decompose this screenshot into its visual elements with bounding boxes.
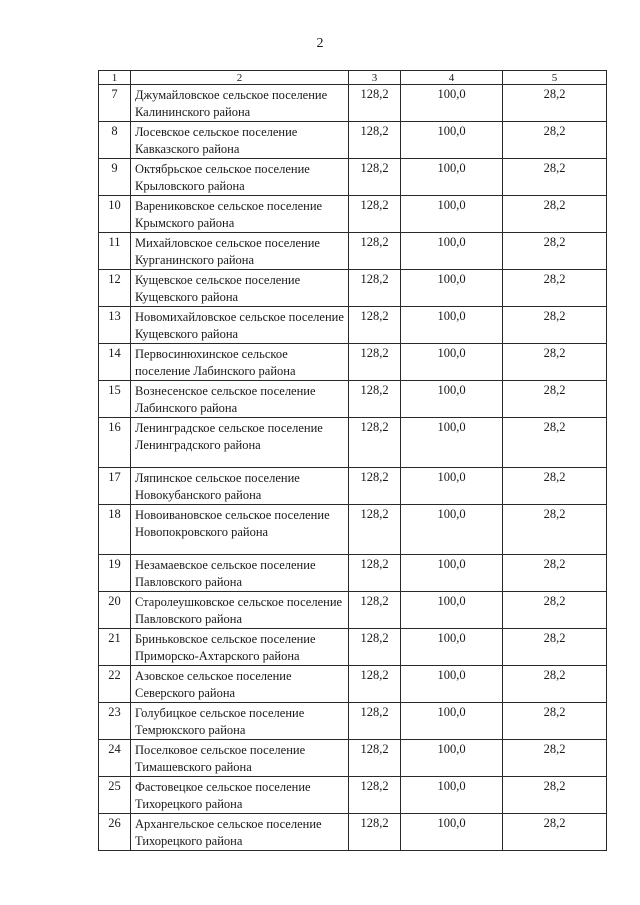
column-5-value-cell: 28,2 xyxy=(503,85,607,122)
settlement-name-cell: Азовское сельское поселение Северского района xyxy=(131,666,349,703)
column-5-value-cell: 28,2 xyxy=(503,592,607,629)
row-number-cell: 25 xyxy=(99,777,131,814)
row-number-cell: 15 xyxy=(99,381,131,418)
column-4-value-cell: 100,0 xyxy=(401,666,503,703)
column-3-value-cell: 128,2 xyxy=(349,505,401,555)
row-number-cell: 20 xyxy=(99,592,131,629)
column-4-value-cell: 100,0 xyxy=(401,555,503,592)
column-5-value-cell: 28,2 xyxy=(503,777,607,814)
row-number-cell: 7 xyxy=(99,85,131,122)
table-row xyxy=(99,233,607,270)
column-5-value-cell: 28,2 xyxy=(503,703,607,740)
settlement-name-cell: Архангельское сельское поселение Тихорецкого района xyxy=(131,814,349,851)
row-number-cell: 21 xyxy=(99,629,131,666)
settlement-name-cell: Октябрьское сельское поселение Крыловского района xyxy=(131,159,349,196)
settlement-name-cell: Старолеушковское сельское поселение Павловского района xyxy=(131,592,349,629)
column-3-value-cell: 128,2 xyxy=(349,270,401,307)
settlement-name-cell: Михайловское сельское поселение Курганинского района xyxy=(131,233,349,270)
column-4-value-cell: 100,0 xyxy=(401,505,503,555)
column-3-value-cell: 128,2 xyxy=(349,468,401,505)
settlement-name-cell: Голубицкое сельское поселение Темрюкского района xyxy=(131,703,349,740)
column-4-value-cell: 100,0 xyxy=(401,307,503,344)
settlement-name-cell: Незамаевское сельское поселение Павловского района xyxy=(131,555,349,592)
row-number-cell: 10 xyxy=(99,196,131,233)
column-5-value-cell: 28,2 xyxy=(503,814,607,851)
settlement-name-cell: Фастовецкое сельское поселение Тихорецкого района xyxy=(131,777,349,814)
column-3-value-cell: 128,2 xyxy=(349,344,401,381)
row-number-cell: 12 xyxy=(99,270,131,307)
table-row xyxy=(99,344,607,381)
column-4-value-cell: 100,0 xyxy=(401,740,503,777)
row-number-cell: 24 xyxy=(99,740,131,777)
table-row xyxy=(99,85,607,122)
table-row xyxy=(99,196,607,233)
column-4-value-cell: 100,0 xyxy=(401,629,503,666)
table-row xyxy=(99,307,607,344)
column-5-value-cell: 28,2 xyxy=(503,344,607,381)
column-5-value-cell: 28,2 xyxy=(503,468,607,505)
column-4-value-cell: 100,0 xyxy=(401,159,503,196)
column-3-value-cell: 128,2 xyxy=(349,592,401,629)
table-row xyxy=(99,122,607,159)
row-number-cell: 23 xyxy=(99,703,131,740)
column-4-value-cell: 100,0 xyxy=(401,270,503,307)
column-5-value-cell: 28,2 xyxy=(503,740,607,777)
table-row xyxy=(99,777,607,814)
column-5-value-cell: 28,2 xyxy=(503,122,607,159)
table-row xyxy=(99,555,607,592)
table-row xyxy=(99,381,607,418)
page-number: 2 xyxy=(316,36,324,51)
column-5-value-cell: 28,2 xyxy=(503,196,607,233)
column-5-value-cell: 28,2 xyxy=(503,666,607,703)
column-3-value-cell: 128,2 xyxy=(349,381,401,418)
column-4-value-cell: 100,0 xyxy=(401,468,503,505)
column-4-value-cell: 100,0 xyxy=(401,85,503,122)
table-row xyxy=(99,270,607,307)
table-body xyxy=(99,71,607,851)
row-number-cell: 14 xyxy=(99,344,131,381)
column-4-value-cell: 100,0 xyxy=(401,196,503,233)
column-3-value-cell: 128,2 xyxy=(349,629,401,666)
column-4-value-cell: 100,0 xyxy=(401,777,503,814)
settlement-name-cell: Лосевское сельское поселение Кавказского района xyxy=(131,122,349,159)
row-number-cell: 19 xyxy=(99,555,131,592)
column-5-value-cell: 28,2 xyxy=(503,629,607,666)
column-3-value-cell: 128,2 xyxy=(349,233,401,270)
row-number-cell: 11 xyxy=(99,233,131,270)
column-4-value-cell: 100,0 xyxy=(401,418,503,468)
settlement-name-cell: Первосинюхинское сельское поселение Лабинского района xyxy=(131,344,349,381)
column-3-value-cell: 128,2 xyxy=(349,307,401,344)
table-row xyxy=(99,814,607,851)
row-number-cell: 26 xyxy=(99,814,131,851)
column-5-value-cell: 28,2 xyxy=(503,233,607,270)
row-number-cell: 18 xyxy=(99,505,131,555)
column-5-value-cell: 28,2 xyxy=(503,159,607,196)
table-row xyxy=(99,740,607,777)
settlement-name-cell: Ляпинское сельское поселение Новокубанского района xyxy=(131,468,349,505)
column-5-value-cell: 28,2 xyxy=(503,505,607,555)
column-5-value-cell: 28,2 xyxy=(503,381,607,418)
column-3-value-cell: 128,2 xyxy=(349,555,401,592)
column-3-value-cell: 128,2 xyxy=(349,814,401,851)
table-row xyxy=(99,418,607,468)
table-row xyxy=(99,468,607,505)
column-3-value-cell: 128,2 xyxy=(349,703,401,740)
column-5-value-cell: 28,2 xyxy=(503,555,607,592)
column-3-value-cell: 128,2 xyxy=(349,740,401,777)
row-number-cell: 9 xyxy=(99,159,131,196)
column-number-row xyxy=(99,71,607,85)
settlement-name-cell: Вознесенское сельское поселение Лабинского района xyxy=(131,381,349,418)
table-row xyxy=(99,629,607,666)
column-3-value-cell: 128,2 xyxy=(349,418,401,468)
column-4-value-cell: 100,0 xyxy=(401,814,503,851)
row-number-cell: 22 xyxy=(99,666,131,703)
table-row xyxy=(99,592,607,629)
table-row xyxy=(99,505,607,555)
column-3-value-cell: 128,2 xyxy=(349,196,401,233)
distribution-table xyxy=(98,70,607,851)
column-3-value-cell: 128,2 xyxy=(349,85,401,122)
column-3-value-cell: 128,2 xyxy=(349,777,401,814)
column-header-1: 1 xyxy=(99,71,131,85)
column-4-value-cell: 100,0 xyxy=(401,344,503,381)
settlement-name-cell: Новоивановское сельское поселение Новопокровского района xyxy=(131,505,349,555)
settlement-name-cell: Кущевское сельское поселение Кущевского района xyxy=(131,270,349,307)
column-header-2: 2 xyxy=(131,71,349,85)
column-4-value-cell: 100,0 xyxy=(401,122,503,159)
settlement-name-cell: Новомихайловское сельское поселение Кущевского района xyxy=(131,307,349,344)
row-number-cell: 17 xyxy=(99,468,131,505)
row-number-cell: 8 xyxy=(99,122,131,159)
column-3-value-cell: 128,2 xyxy=(349,666,401,703)
settlement-name-cell: Варениковское сельское поселение Крымского района xyxy=(131,196,349,233)
column-5-value-cell: 28,2 xyxy=(503,418,607,468)
settlement-name-cell: Бриньковское сельское поселение Приморско-Ахтарского района xyxy=(131,629,349,666)
column-3-value-cell: 128,2 xyxy=(349,122,401,159)
column-3-value-cell: 128,2 xyxy=(349,159,401,196)
column-4-value-cell: 100,0 xyxy=(401,703,503,740)
table-row xyxy=(99,666,607,703)
table-row xyxy=(99,159,607,196)
column-4-value-cell: 100,0 xyxy=(401,233,503,270)
row-number-cell: 13 xyxy=(99,307,131,344)
column-4-value-cell: 100,0 xyxy=(401,592,503,629)
column-5-value-cell: 28,2 xyxy=(503,307,607,344)
table-row xyxy=(99,703,607,740)
column-header-5: 5 xyxy=(503,71,607,85)
column-5-value-cell: 28,2 xyxy=(503,270,607,307)
column-header-4: 4 xyxy=(401,71,503,85)
row-number-cell: 16 xyxy=(99,418,131,468)
settlement-name-cell: Джумайловское сельское поселение Калининского района xyxy=(131,85,349,122)
settlement-name-cell: Ленинградское сельское поселение Ленинградского района xyxy=(131,418,349,468)
column-4-value-cell: 100,0 xyxy=(401,381,503,418)
settlement-name-cell: Поселковое сельское поселение Тимашевского района xyxy=(131,740,349,777)
column-header-3: 3 xyxy=(349,71,401,85)
